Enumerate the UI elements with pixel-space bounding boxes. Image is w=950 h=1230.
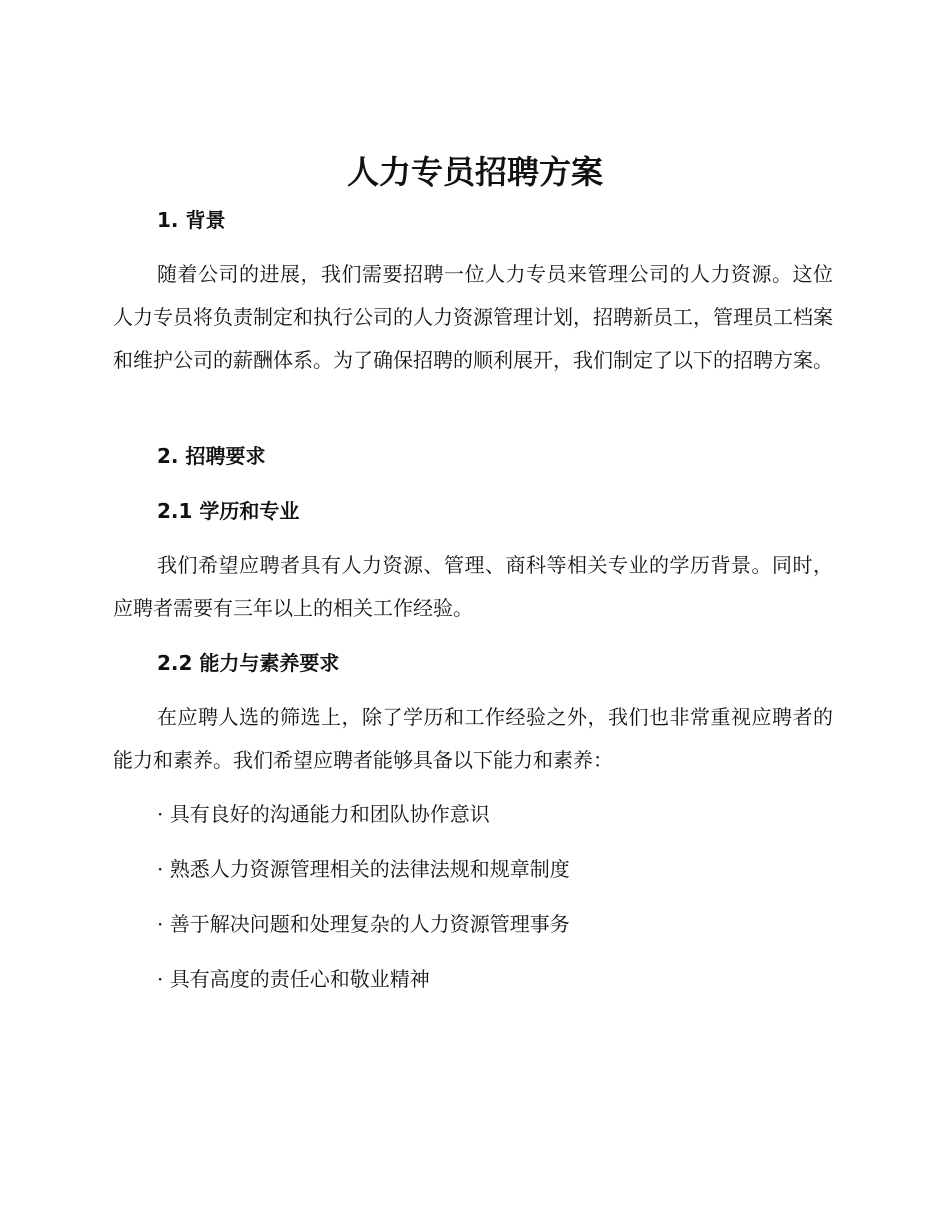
bullet-item: · 善于解决问题和处理复杂的人力资源管理事务 xyxy=(157,912,570,936)
paragraph-education: 我们希望应聘者具有人力资源、管理、商科等相关专业的学历背景。同时，应聘者需要有三年以上的相关工作经验。 xyxy=(113,553,833,620)
section-heading-education: 2.1 学历和专业 xyxy=(157,499,300,523)
bullet-item: · 具有高度的责任心和敬业精神 xyxy=(157,967,430,991)
section-heading-ability: 2.2 能力与素养要求 xyxy=(157,651,340,675)
bullet-item: · 熟悉人力资源管理相关的法律法规和规章制度 xyxy=(157,857,570,881)
document-title: 人力专员招聘方案 xyxy=(346,153,603,191)
section-heading-requirements: 2. 招聘要求 xyxy=(157,444,266,468)
paragraph-ability: 在应聘人选的筛选上，除了学历和工作经验之外，我们也非常重视应聘者的能力和素养。我们希望应聘者能够具备以下能力和素养： xyxy=(113,705,833,772)
paragraph-background: 随着公司的进展，我们需要招聘一位人力专员来管理公司的人力资源。这位人力专员将负责制定和执行公司的人力资源管理计划，招聘新员工，管理员工档案和维护公司的薪酬体系。为了确保招聘的顺利展开，我们制定了以下的招聘方案。 xyxy=(113,262,833,372)
section-heading-background: 1. 背景 xyxy=(157,208,226,232)
bullet-item: · 具有良好的沟通能力和团队协作意识 xyxy=(157,802,490,826)
